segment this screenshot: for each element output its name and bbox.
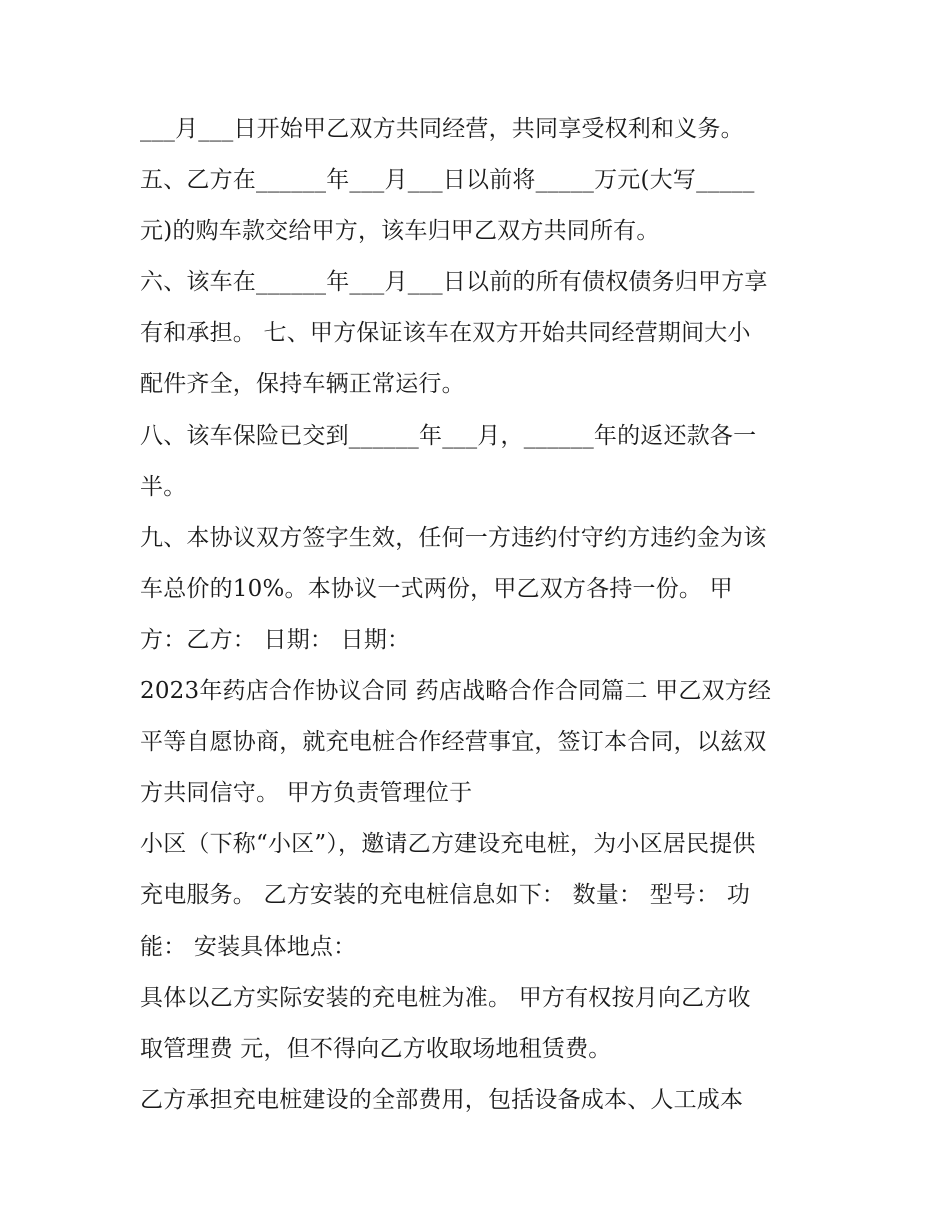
- text-line: 能： 安装具体地点：: [140, 933, 357, 960]
- text-line: 配件齐全，保持车辆正常运行。: [140, 371, 465, 398]
- text-line: 方：乙方： 日期： 日期：: [140, 626, 411, 653]
- text-line: 有和承担。 七、甲方保证该车在双方开始共同经营期间大小: [140, 320, 751, 347]
- text-line: 2023年药店合作协议合同 药店战略合作合同篇二 甲乙双方经: [140, 678, 772, 705]
- text-line: 小区（下称“小区”），邀请乙方建设充电桩，为小区居民提供: [140, 831, 756, 858]
- text-line: 六、该车在______年___月___日以前的所有债权债务归甲方享: [140, 269, 768, 296]
- text-line: 平等自愿协商，就充电桩合作经营事宜，签订本合同，以兹双: [140, 729, 767, 756]
- document-body: [140, 104, 820, 1126]
- text-line: ___月___日开始甲乙双方共同经营，共同享受权利和义务。: [140, 116, 744, 142]
- text-line: 乙方承担充电桩建设的全部费用，包括设备成本、人工成本: [140, 1086, 744, 1113]
- text-line: 具体以乙方实际安装的充电桩为准。 甲方有权按月向乙方收: [140, 984, 751, 1011]
- text-line: 半。: [140, 473, 187, 500]
- text-line: 八、该车保险已交到______年___月，______年的返还款各一: [140, 422, 757, 449]
- text-line: 元)的购车款交给甲方，该车归甲乙双方共同所有。: [140, 218, 660, 245]
- text-line: 九、本协议双方签字生效，任何一方违约付守约方违约金为该: [140, 524, 767, 551]
- text-line: 车总价的10%。本协议一式两份，甲乙双方各持一份。 甲: [140, 575, 733, 602]
- text-line: 方共同信守。 甲方负责管理位于: [140, 780, 473, 807]
- text-line: 五、乙方在______年___月___日以前将_____万元(大写_____: [140, 167, 755, 194]
- text-line: 充电服务。 乙方安装的充电桩信息如下： 数量： 型号： 功: [140, 882, 751, 909]
- text-line: 取管理费 元，但不得向乙方收取场地租赁费。: [140, 1035, 612, 1062]
